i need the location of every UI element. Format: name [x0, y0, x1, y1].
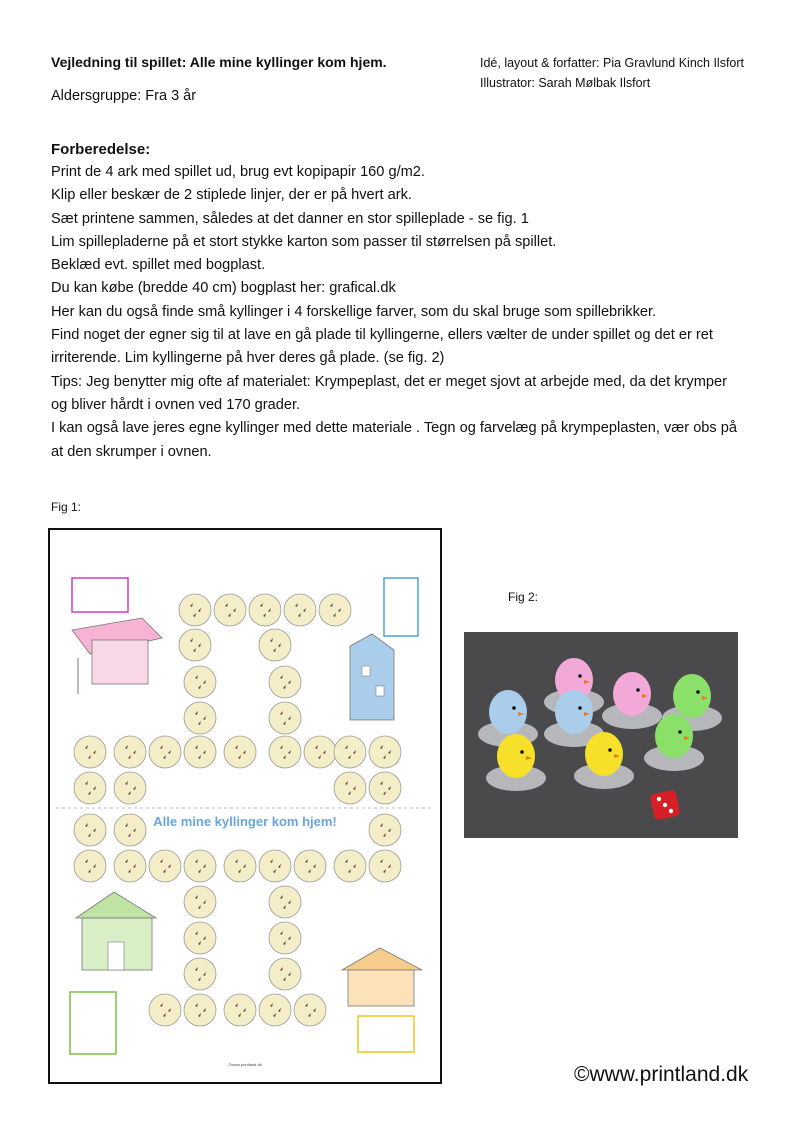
prep-line: Du kan købe (bredde 40 cm) bogplast her: grafical.dk: [51, 280, 396, 297]
color-key-card: [70, 992, 116, 1054]
board-space: [294, 850, 326, 882]
prep-line: irriterende. Lim kyllingerne på hver deres gå plade. (se fig. 2): [51, 350, 445, 367]
board-space: [179, 594, 211, 626]
board-space: [259, 850, 291, 882]
credit-author: Idé, layout & forfatter: Pia Gravlund Kinch Ilsfort: [480, 56, 745, 70]
board-space: [184, 994, 216, 1026]
board-space: [74, 736, 106, 768]
board-space: [294, 994, 326, 1026]
prep-line: I kan også lave jeres egne kyllinger med dette materiale . Tegn og farvelæg på krympeplasten, vær obs på: [51, 420, 738, 437]
fig2-label: Fig 2:: [508, 590, 539, 604]
preparation-heading: Forberedelse:: [51, 141, 151, 158]
color-key-card: [358, 1016, 414, 1052]
board-space: [149, 994, 181, 1026]
prep-line: Her kan du også finde små kyllinger i 4 forskellige farver, som du skal bruge som spillebrikker.: [51, 303, 657, 320]
board-space: [184, 736, 216, 768]
copyright-text: ©www.printland.dk: [574, 1063, 749, 1086]
chicken-coop-illustration: [72, 618, 162, 694]
game-board-figure: [48, 528, 442, 1084]
board-space: [149, 850, 181, 882]
prep-line: Sæt printene sammen, således at det danner en stor spilleplade - se fig. 1: [51, 210, 529, 227]
credits: [480, 53, 744, 93]
board-space: [369, 772, 401, 804]
color-key-card: [384, 578, 418, 636]
board-space: [259, 629, 291, 661]
fig1-label: Fig 1:: [51, 500, 82, 514]
board-space: [184, 666, 216, 698]
board-space: [74, 814, 106, 846]
board-space: [269, 886, 301, 918]
board-space: [319, 594, 351, 626]
board-title: Alle mine kyllinger kom hjem!: [153, 814, 337, 829]
board-space: [224, 850, 256, 882]
board-space: [214, 594, 246, 626]
tower-house-illustration: [350, 634, 394, 720]
barn-illustration: [342, 948, 422, 1006]
board-space: [369, 736, 401, 768]
board-space: [334, 850, 366, 882]
henhouse-illustration: [76, 892, 156, 970]
board-space: [304, 736, 336, 768]
board-space: [74, 850, 106, 882]
game-board-illustration: [50, 530, 440, 1082]
chick-pieces-illustration: [464, 632, 738, 838]
board-space: [184, 850, 216, 882]
board-space: [224, 994, 256, 1026]
board-space: [269, 958, 301, 990]
board-space: [74, 772, 106, 804]
color-key-card: [72, 578, 128, 612]
board-space: [249, 594, 281, 626]
prep-line: Print de 4 ark med spillet ud, brug evt kopipapir 160 g/m2.: [51, 164, 425, 180]
board-space: [269, 666, 301, 698]
board-space: [114, 772, 146, 804]
credit-illustrator: Illustrator: Sarah Mølbak Ilsfort: [480, 76, 651, 90]
board-space: [184, 922, 216, 954]
board-space: [114, 736, 146, 768]
board-space: [369, 850, 401, 882]
board-space: [114, 814, 146, 846]
prep-line: Lim spillepladerne på et stort stykke karton som passer til størrelsen på spillet.: [51, 233, 557, 250]
board-space: [334, 736, 366, 768]
prep-line: Klip eller beskær de 2 stiplede linjer, der er på hvert ark.: [51, 187, 412, 204]
board-space: [224, 736, 256, 768]
prep-line: at den skrumper i ovnen.: [51, 443, 212, 460]
document-title: Vejledning til spillet: Alle mine kyllinger kom hjem.: [51, 54, 387, 70]
red-die: [650, 790, 681, 821]
board-space: [184, 958, 216, 990]
board-space: [259, 994, 291, 1026]
board-space: [114, 850, 146, 882]
board-space: [269, 922, 301, 954]
chick-pieces-photo: [464, 632, 738, 838]
prep-line: Beklæd evt. spillet med bogplast.: [51, 257, 266, 274]
age-group: Aldersgruppe: Fra 3 år: [51, 88, 197, 104]
board-space: [269, 702, 301, 734]
board-footer: ©www.printland.dk: [228, 1062, 262, 1067]
prep-line: Find noget der egner sig til at lave en gå plade til kyllingerne, ellers vælter de under spillet og det er ret: [51, 327, 713, 344]
board-space: [269, 736, 301, 768]
board-space: [149, 736, 181, 768]
board-space: [184, 886, 216, 918]
prep-line: og bliver hårdt i ovnen ved 170 grader.: [51, 396, 301, 413]
preparation-text: [51, 161, 761, 464]
board-space: [284, 594, 316, 626]
board-space: [334, 772, 366, 804]
board-space: [369, 814, 401, 846]
board-space: [179, 629, 211, 661]
prep-line: Tips: Jeg benytter mig ofte af materialet: Krympeplast, det er meget sjovt at arbejde med, da det krymper: [51, 373, 727, 390]
board-space: [184, 702, 216, 734]
